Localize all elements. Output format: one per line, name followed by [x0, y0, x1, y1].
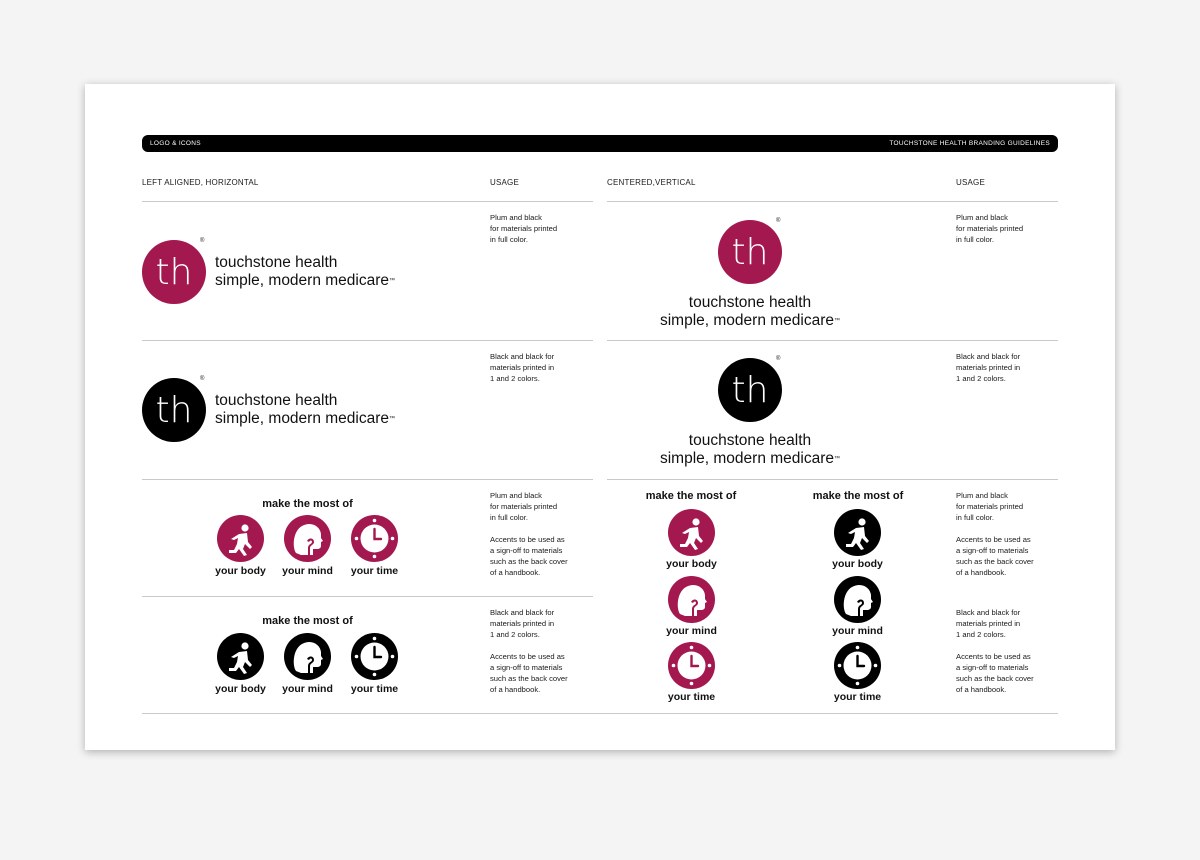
section-label: LOGO & ICONS [150, 140, 201, 147]
wordmark: touchstone health simple, modern medicare™ [215, 392, 396, 427]
clock-icon [351, 633, 398, 680]
usage-note: Plum and black for materials printed in full color. Accents to be used as a sign-off to materials such as the back cover of a handbook. [490, 491, 568, 577]
icon-tagline: make the most of [645, 490, 737, 502]
logo-horizontal-plum [142, 240, 395, 304]
divider [142, 596, 593, 597]
svg-text:th: th [155, 390, 193, 431]
usage-note: Black and black for materials printed in 1 and 2 colors. [956, 352, 1021, 383]
right-column-title: CENTERED,VERTICAL [607, 178, 696, 187]
divider [607, 479, 1058, 480]
icon-mind-black: your mind [284, 633, 331, 695]
logo-horizontal-black [142, 378, 395, 442]
icon-body-plum: your body [668, 509, 715, 570]
th-monogram-plum [718, 220, 782, 284]
svg-text:th: th [155, 252, 193, 293]
icon-body-black: your body [834, 509, 881, 570]
icon-mind-plum: your mind [284, 515, 331, 577]
wordmark-line2: simple, modern medicare [215, 272, 390, 289]
usage-note: Plum and black for materials printed in full color. [956, 213, 1024, 244]
svg-text:th: th [731, 370, 769, 411]
usage-note: Plum and black for materials printed in full color. [490, 213, 558, 244]
right-usage-title: USAGE [956, 178, 986, 187]
head-profile-icon [284, 633, 331, 680]
icon-mind-black: your mind [834, 576, 881, 637]
icon-time-plum: your time [351, 515, 398, 577]
icon-time-black: your time [351, 633, 398, 695]
icon-mind-plum: your mind [668, 576, 715, 637]
logo-vertical-black [645, 358, 855, 468]
trademark-mark: ™ [389, 278, 396, 284]
left-usage-title: USAGE [490, 178, 520, 187]
clock-icon [834, 642, 881, 689]
runner-icon [834, 509, 881, 556]
icon-tagline: make the most of [262, 498, 353, 510]
divider [142, 340, 593, 341]
registered-mark: ® [200, 376, 205, 382]
branding-page [85, 84, 1115, 750]
icon-time-plum: your time [668, 642, 715, 703]
svg-text:th: th [731, 232, 769, 273]
icon-tagline: make the most of [812, 490, 904, 502]
head-profile-icon [834, 576, 881, 623]
head-profile-icon [668, 576, 715, 623]
runner-icon [217, 633, 264, 680]
left-column-title: LEFT ALIGNED, HORIZONTAL [142, 178, 259, 187]
usage-note: Black and black for materials printed in 1 and 2 colors. Accents to be used as a sign-off to materials such as the back cover of a handbook. [956, 608, 1034, 694]
wordmark-line1: touchstone health [215, 254, 338, 271]
icon-body-plum: your body [217, 515, 264, 577]
clock-icon [351, 515, 398, 562]
divider [607, 340, 1058, 341]
icon-tagline: make the most of [262, 615, 353, 627]
icon-time-black: your time [834, 642, 881, 703]
th-monogram-black [718, 358, 782, 422]
runner-icon [217, 515, 264, 562]
th-monogram-black [142, 378, 206, 442]
divider [607, 201, 1058, 202]
icon-body-black: your body [217, 633, 264, 695]
wordmark: touchstone health simple, modern medicare™ [659, 432, 840, 467]
divider [142, 479, 593, 480]
wordmark: touchstone health simple, modern medicare™ [659, 294, 840, 329]
header-bar [142, 135, 1058, 152]
usage-note: Black and black for materials printed in 1 and 2 colors. [490, 352, 555, 383]
usage-note: Black and black for materials printed in 1 and 2 colors. Accents to be used as a sign-off to materials such as the back cover of a handbook. [490, 608, 568, 694]
registered-mark: ® [200, 238, 205, 244]
th-monogram-plum [142, 240, 206, 304]
usage-note: Plum and black for materials printed in full color. Accents to be used as a sign-off to materials such as the back cover of a handbook. [956, 491, 1034, 577]
wordmark [215, 254, 395, 290]
head-profile-icon [284, 515, 331, 562]
divider [142, 713, 1058, 714]
document-title: TOUCHSTONE HEALTH BRANDING GUIDELINES [889, 140, 1050, 147]
logo-vertical-plum [645, 220, 855, 330]
runner-icon [668, 509, 715, 556]
clock-icon [668, 642, 715, 689]
registered-mark: ® [776, 356, 781, 362]
divider [142, 201, 593, 202]
registered-mark: ® [776, 218, 781, 224]
